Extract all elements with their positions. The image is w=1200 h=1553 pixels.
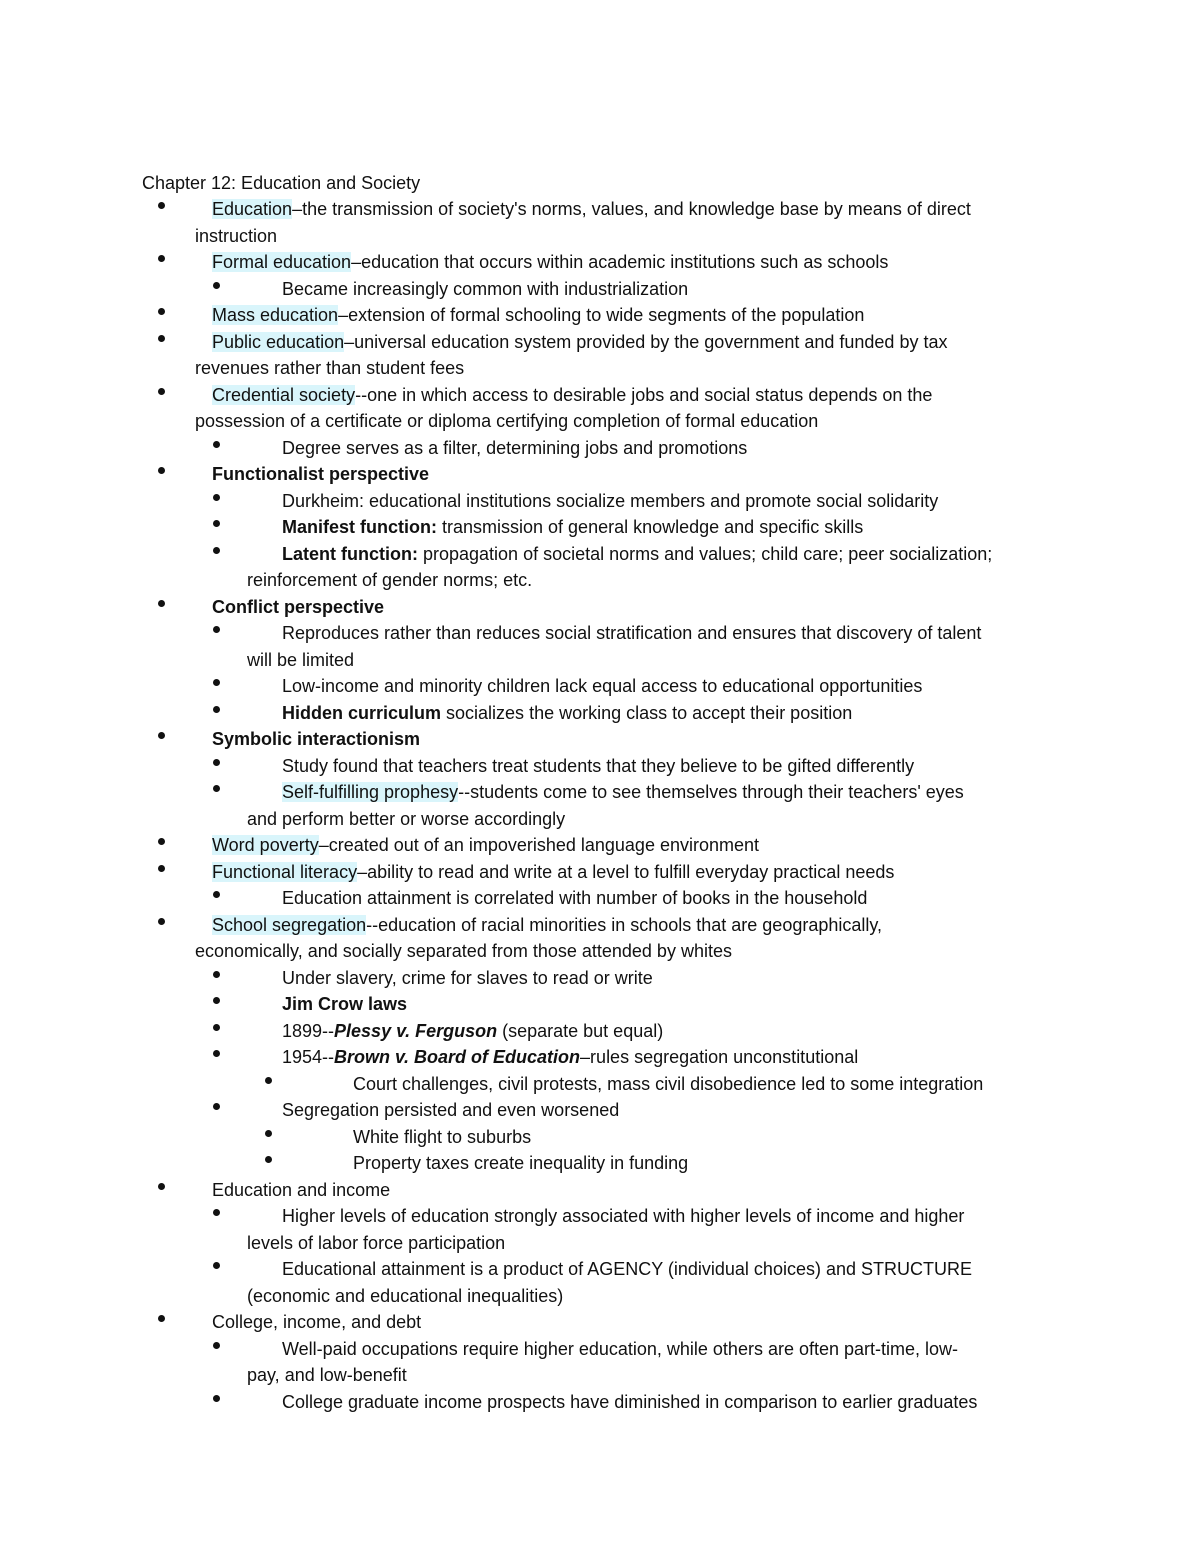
outline-item-continuation: levels of labor force participation [247, 1232, 506, 1253]
highlighted-term: Formal education [212, 252, 352, 272]
outline-item-level-1 [0, 329, 1200, 382]
outline-item-level-2 [0, 620, 1200, 673]
outline-item-text [0, 779, 1200, 806]
outline-item-level-2 [0, 1336, 1200, 1389]
outline-item-continuation: (economic and educational inequalities) [247, 1285, 564, 1306]
definition-text: Degree serves as a filter, determining jobs and promotions [282, 437, 748, 458]
definition-text: 1899-- [282, 1020, 335, 1041]
bullet-icon [213, 1395, 220, 1402]
outline-item-text [0, 1256, 1200, 1283]
document-title: Chapter 12: Education and Society [142, 173, 421, 193]
highlighted-term: Functional literacy [212, 861, 358, 882]
definition-text: Higher levels of education strongly associated with higher levels of income and higher [282, 1206, 965, 1226]
bullet-icon [213, 1209, 220, 1216]
outline-item-text [0, 249, 1200, 276]
outline-item-continuation: reinforcement of gender norms; etc. [247, 570, 533, 590]
outline-item-text [0, 541, 1200, 568]
bold-term: Manifest function: [282, 517, 437, 537]
outline-item-continuation: revenues rather than student fees [195, 358, 465, 378]
outline-item-level-2 [0, 435, 1200, 462]
outline-item-continuation: possession of a certificate or diploma certifying completion of formal education [195, 411, 819, 431]
outline-item-text [0, 1071, 1200, 1098]
outline-item-level-2 [0, 965, 1200, 992]
definition-text: Reproduces rather than reduces social stratification and ensures that discovery of talent [282, 623, 982, 643]
bold-term: Conflict perspective [212, 596, 385, 617]
bullet-icon [158, 732, 165, 739]
outline-item-text [0, 912, 1200, 939]
bullet-icon [213, 1024, 220, 1031]
outline-item-text [0, 673, 1200, 700]
outline-item-text [0, 1203, 1200, 1230]
outline-item-text [0, 461, 1200, 488]
definition-text: Under slavery, crime for slaves to read or write [282, 967, 653, 988]
outline-item-text [0, 700, 1200, 727]
case-name: Brown v. Board of Education [334, 1047, 581, 1067]
outline-item-text [0, 1044, 1200, 1071]
bold-term: Hidden curriculum [282, 702, 442, 723]
bullet-icon [158, 255, 165, 262]
bullet-icon [265, 1077, 272, 1084]
outline-item-level-2 [0, 1389, 1200, 1416]
outline-item-level-2 [0, 779, 1200, 832]
outline-item-text [0, 753, 1200, 780]
definition-text: Low-income and minority children lack equal access to educational opportunities [282, 676, 923, 696]
definition-text: –extension of formal schooling to wide segments of the population [338, 305, 865, 325]
definition-text: Became increasingly common with industrialization [282, 278, 689, 299]
outline-item-continuation: will be limited [247, 649, 355, 670]
bullet-icon [213, 1342, 220, 1349]
bullet-icon [158, 467, 165, 474]
outline-item-level-1 [0, 912, 1200, 965]
outline-item-level-1 [0, 859, 1200, 886]
bullet-icon [265, 1156, 272, 1163]
definition-text: (separate but equal) [497, 1020, 664, 1041]
definition-text: Study found that teachers treat students that they believe to be gifted differently [282, 755, 915, 776]
outline-item-level-2 [0, 1256, 1200, 1309]
bullet-icon [158, 865, 165, 872]
outline-item-text [0, 488, 1200, 515]
bullet-icon [158, 202, 165, 209]
definition-text: --education of racial minorities in schools that are geographically, [366, 914, 883, 935]
outline-item-level-2 [0, 1044, 1200, 1071]
bullet-icon [158, 308, 165, 315]
outline-item-text [0, 620, 1200, 647]
bold-term: Functionalist perspective [212, 464, 430, 484]
outline-item-continuation: pay, and low-benefit [247, 1365, 407, 1385]
outline-item-level-2 [0, 1018, 1200, 1045]
outline-item-text [0, 329, 1200, 356]
definition-text: Durkheim: educational institutions socialize members and promote social solidarity [282, 490, 939, 511]
bullet-icon [158, 1183, 165, 1190]
outline-item-text [0, 382, 1200, 409]
outline-item-level-1 [0, 832, 1200, 859]
highlighted-term: Word poverty [212, 835, 319, 855]
definition-text: Segregation persisted and even worsened [282, 1100, 620, 1120]
definition-text: Education and income [212, 1179, 391, 1200]
outline-item-text [0, 1097, 1200, 1124]
bullet-icon [158, 600, 165, 607]
outline-item-level-3 [0, 1071, 1200, 1098]
outline-item-level-2 [0, 541, 1200, 594]
outline-item-text [0, 832, 1200, 859]
outline-item-continuation: instruction [195, 225, 278, 246]
definition-text: Property taxes create inequality in funding [353, 1153, 689, 1173]
bullet-outline [0, 196, 1200, 1415]
bullet-icon [158, 918, 165, 925]
bullet-icon [213, 494, 220, 501]
bullet-icon [213, 1050, 220, 1057]
outline-item-text [0, 302, 1200, 329]
bold-term: Symbolic interactionism [212, 729, 421, 749]
bullet-icon [213, 626, 220, 633]
outline-item-level-2 [0, 276, 1200, 303]
highlighted-term: Mass education [212, 305, 339, 325]
outline-item-text [0, 594, 1200, 621]
outline-item-text [0, 276, 1200, 303]
outline-item-text [0, 435, 1200, 462]
bullet-icon [213, 520, 220, 527]
bullet-icon [213, 547, 220, 554]
bullet-icon [265, 1130, 272, 1137]
definition-text: –created out of an impoverished language environment [318, 835, 760, 855]
bullet-icon [213, 971, 220, 978]
definition-text: Education attainment is correlated with number of books in the household [282, 888, 868, 908]
bullet-icon [213, 1103, 220, 1110]
outline-item-text [0, 991, 1200, 1018]
outline-item-text [0, 1309, 1200, 1336]
definition-text: --students come to see themselves through their teachers' eyes [458, 782, 964, 802]
outline-item-level-3 [0, 1124, 1200, 1151]
definition-text: Court challenges, civil protests, mass civil disobedience led to some integration [353, 1073, 984, 1094]
definition-text: –ability to read and write at a level to fulfill everyday practical needs [357, 861, 895, 882]
outline-item-text [0, 1124, 1200, 1151]
outline-item-level-2 [0, 1097, 1200, 1124]
definition-text: Well-paid occupations require higher education, while others are often part-time, low- [282, 1338, 959, 1359]
definition-text: 1954-- [282, 1047, 335, 1067]
bullet-icon [213, 891, 220, 898]
outline-item-text [0, 1177, 1200, 1204]
outline-item-text [0, 1389, 1200, 1416]
bullet-icon [213, 282, 220, 289]
outline-item-level-1 [0, 594, 1200, 621]
outline-item-continuation: and perform better or worse accordingly [247, 808, 566, 829]
bullet-icon [158, 335, 165, 342]
bullet-icon [213, 441, 220, 448]
outline-item-level-1 [0, 726, 1200, 753]
outline-item-level-1 [0, 302, 1200, 329]
outline-item-text [0, 1150, 1200, 1177]
highlighted-term: Self-fulfilling prophesy [282, 782, 459, 802]
outline-item-text [0, 1018, 1200, 1045]
bold-term: Latent function: [282, 543, 418, 564]
outline-item-text [0, 1336, 1200, 1363]
outline-item-level-2 [0, 514, 1200, 541]
outline-item-text [0, 196, 1200, 223]
highlighted-term: Credential society [212, 384, 356, 405]
bullet-icon [213, 679, 220, 686]
outline-item-level-2 [0, 885, 1200, 912]
outline-item-level-2 [0, 700, 1200, 727]
bullet-icon [213, 1262, 220, 1269]
bullet-icon [213, 997, 220, 1004]
outline-item-text [0, 514, 1200, 541]
definition-text: --one in which access to desirable jobs and social status depends on the [355, 384, 933, 405]
definition-text: College, income, and debt [212, 1312, 422, 1332]
definition-text: College graduate income prospects have diminished in comparison to earlier graduates [282, 1391, 978, 1412]
outline-item-text [0, 726, 1200, 753]
bullet-icon [213, 785, 220, 792]
definition-text: –education that occurs within academic institutions such as schools [351, 252, 889, 272]
bold-term: Jim Crow laws [282, 994, 408, 1014]
definition-text: transmission of general knowledge and specific skills [437, 517, 864, 537]
definition-text: socializes the working class to accept their position [441, 702, 853, 723]
definition-text: Educational attainment is a product of AGENCY (individual choices) and STRUCTURE [282, 1259, 972, 1279]
definition-text: White flight to suburbs [353, 1126, 532, 1147]
highlighted-term: School segregation [212, 914, 367, 935]
outline-item-text [0, 885, 1200, 912]
bullet-icon [158, 838, 165, 845]
bullet-icon [213, 706, 220, 713]
outline-item-level-1 [0, 249, 1200, 276]
case-name: Plessy v. Ferguson [334, 1020, 498, 1041]
highlighted-term: Education [212, 199, 293, 219]
highlighted-term: Public education [212, 331, 345, 352]
bullet-icon [158, 1315, 165, 1322]
outline-item-level-1 [0, 382, 1200, 435]
outline-item-level-1 [0, 461, 1200, 488]
outline-item-level-1 [0, 1309, 1200, 1336]
outline-item-level-1 [0, 1177, 1200, 1204]
outline-item-level-2 [0, 753, 1200, 780]
outline-item-continuation: economically, and socially separated from those attended by whites [195, 941, 732, 961]
bullet-icon [213, 759, 220, 766]
outline-item-text [0, 965, 1200, 992]
outline-item-level-2 [0, 991, 1200, 1018]
outline-item-level-3 [0, 1150, 1200, 1177]
outline-item-level-2 [0, 673, 1200, 700]
definition-text: –the transmission of society's norms, values, and knowledge base by means of direct [292, 199, 971, 219]
definition-text: propagation of societal norms and values; child care; peer socialization; [417, 543, 993, 564]
bullet-icon [158, 388, 165, 395]
outline-item-level-2 [0, 1203, 1200, 1256]
outline-item-text [0, 859, 1200, 886]
outline-item-level-1 [0, 196, 1200, 249]
outline-item-level-2 [0, 488, 1200, 515]
definition-text: –rules segregation unconstitutional [580, 1047, 859, 1067]
definition-text: –universal education system provided by the government and funded by tax [344, 331, 948, 352]
